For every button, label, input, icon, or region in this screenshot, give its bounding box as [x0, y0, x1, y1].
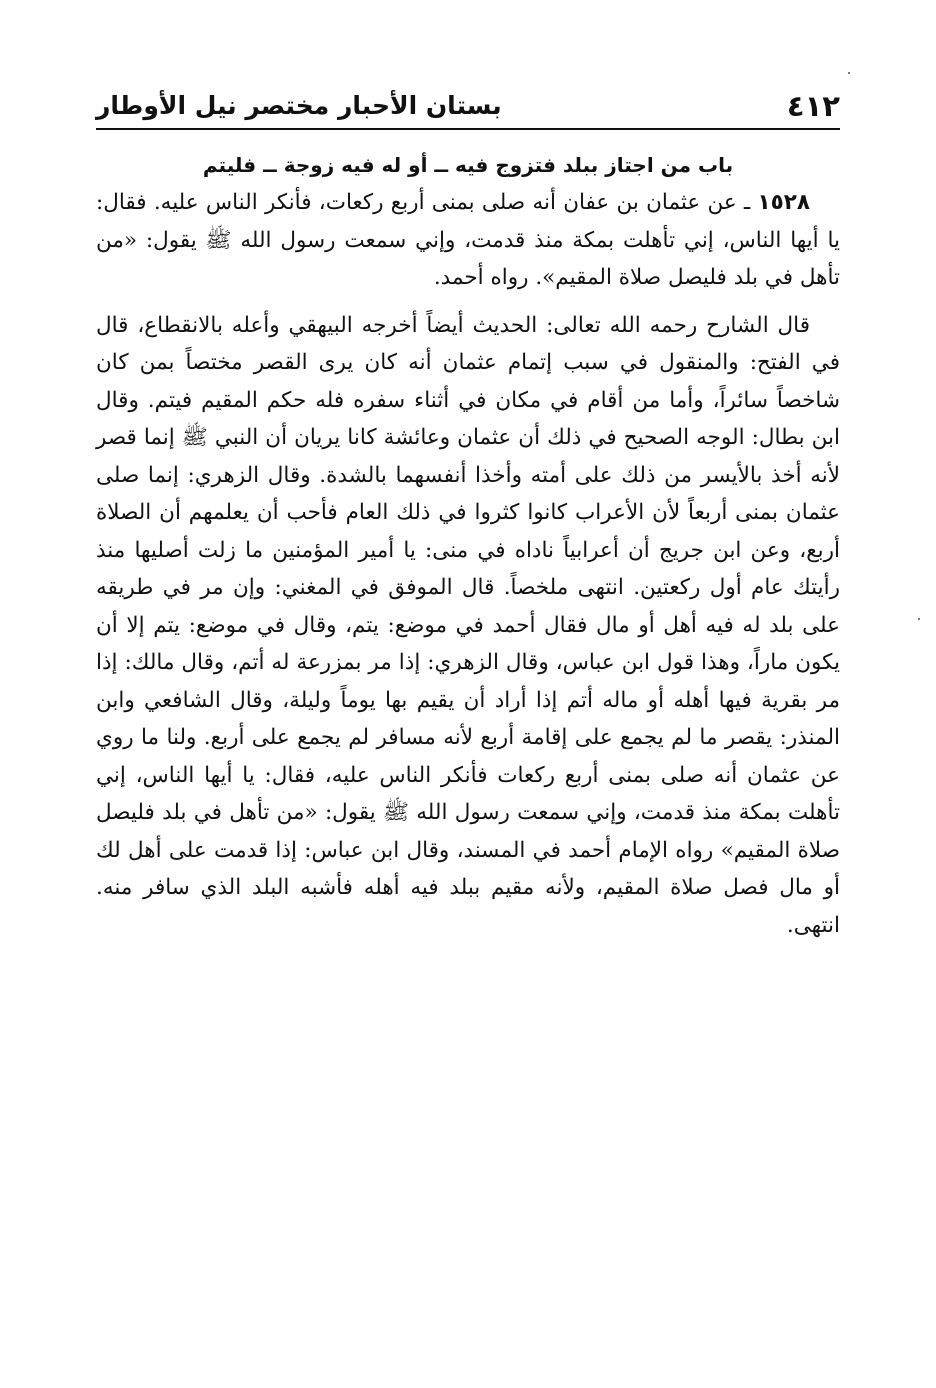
hadith-text: ـ عن عثمان بن عفان أنه صلى بمنى أربع ركعات، فأنكر الناس عليه. فقال: يا أيها الناس، إني تأهلت بمكة منذ قدمت، وإني سمعت رسول الله ﷺ يقول: «من تأهل في بلد فليصل صلاة المقيم». رواه أحمد. [96, 190, 840, 290]
page-number: ٤١٢ [786, 89, 840, 123]
running-title: بستان الأحبار مختصر نيل الأوطار [96, 91, 502, 120]
scan-speck [848, 72, 850, 74]
scan-speck [918, 618, 920, 620]
hadith-number: ١٥٢٨ [757, 190, 810, 215]
running-header [96, 80, 840, 130]
chapter-heading: باب من اجتاز ببلد فتزوج فيه ــ أو له فيه زوجة ــ فليتم [202, 153, 734, 177]
hadith-paragraph [96, 184, 840, 297]
book-page [96, 80, 840, 944]
commentary-paragraph: قال الشارح رحمه الله تعالى: الحديث أيضاً أخرجه البيهقي وأعله بالانقطاع، قال في الفتح: والمنقول في سبب إتمام عثمان أنه كان يرى القصر مختصاً بمن كان شاخصاً سائراً، وأما من أقام في مكان في أثناء سفره فله حكم المقيم فيتم. وقال ابن بطال: الوجه الصحيح في ذلك أن عثمان وعائشة كانا يريان أن النبي ﷺ إنما قصر لأنه أخذ بالأيسر من ذلك على أمته وأخذا أنفسهما بالشدة. وقال الزهري: إنما صلى عثمان بمنى أربعاً لأن الأعراب كانوا كثروا في ذلك العام فأحب أن يعلمهم أن الصلاة أربع، وعن ابن جريج أن أعرابياً ناداه في منى: يا أمير المؤمنين ما زلت أصليها منذ رأيتك عام أول ركعتين. انتهى ملخصاً. قال الموفق في المغني: وإن مر في طريقه على بلد له فيه أهل أو مال فقال أحمد في موضع: يتم، وقال في موضع: يتم إلا أن يكون ماراً، وهذا قول ابن عباس، وقال الزهري: إذا مر بمزرعة له أتم، وقال مالك: إذا مر بقرية فيها أهله أو ماله أتم إذا أراد أن يقيم بها يوماً وليلة، وقال الشافعي وابن المنذر: يقصر ما لم يجمع على إقامة أربع لأنه مسافر لم يجمع على أربع. ولنا ما روي عن عثمان أنه صلى بمنى أربع ركعات فأنكر الناس عليه، فقال: يا أيها الناس، إني تأهلت بمكة منذ قدمت، وإني سمعت رسول الله ﷺ يقول: «من تأهل في بلد فليصل صلاة المقيم» رواه الإمام أحمد في المسند، وقال ابن عباس: إذا قدمت على أهل لك أو مال فصل صلاة المقيم، ولأنه مقيم ببلد فيه أهله فأشبه البلد الذي سافر منه. انتهى. [96, 312, 840, 938]
